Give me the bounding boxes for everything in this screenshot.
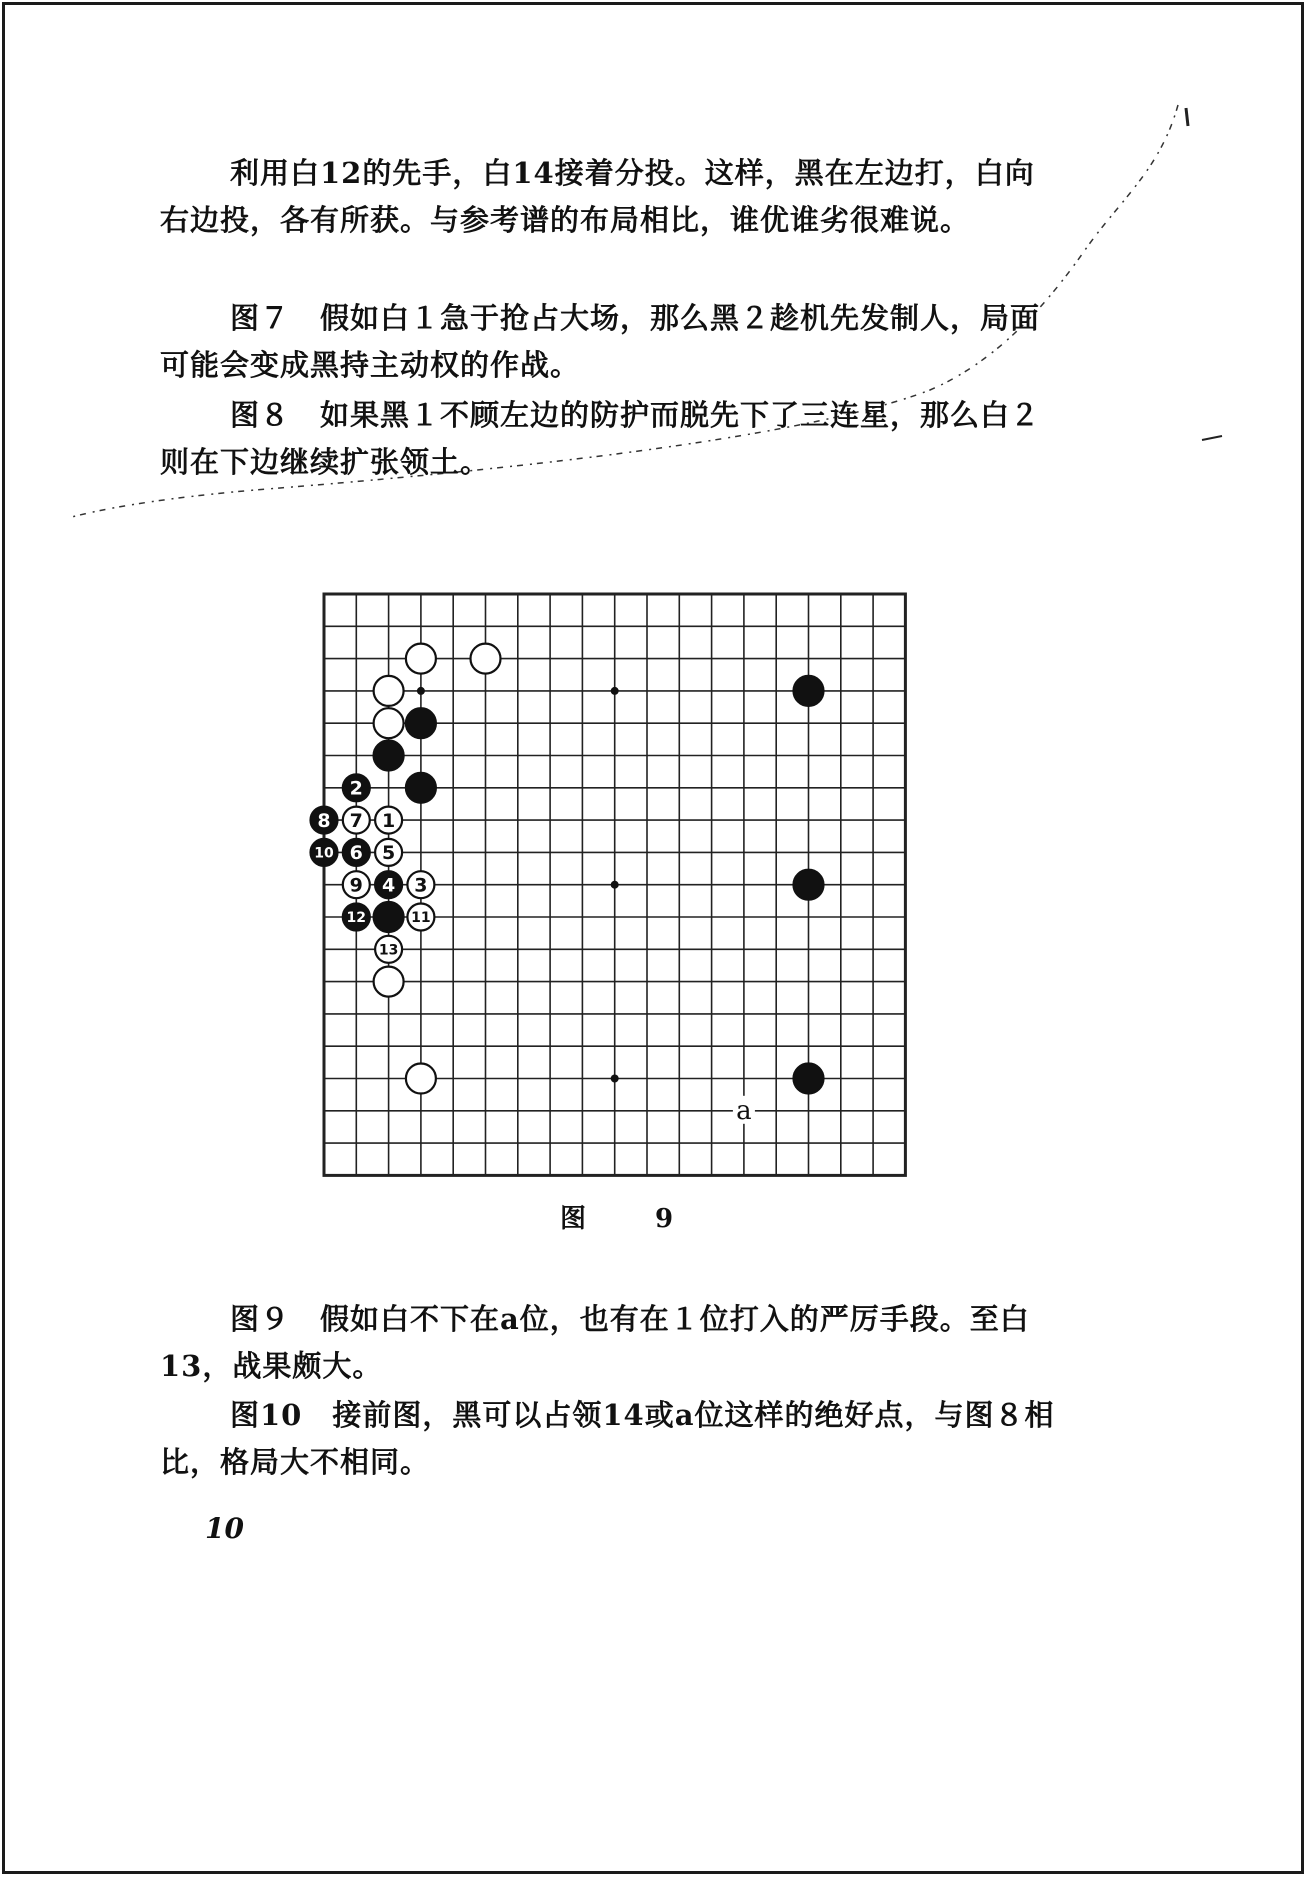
stone-number: 10 (314, 845, 334, 862)
black-stone-12 (343, 904, 370, 931)
stone-circle (374, 902, 404, 932)
paragraph-fig8: 图８ 如果黑１不顾左边的防护而脱先下了三连星，那么白２则在下边继续扩张领土。 (160, 398, 1041, 479)
black-stone (406, 708, 436, 738)
page-number: 10 (205, 1512, 244, 1545)
paragraph-fig10: 图10 接前图，黑可以占领14或a位这样的绝好点，与图８相比，格局大不相同。 (160, 1398, 1055, 1479)
black-stone-2 (343, 774, 370, 801)
stone-number: 12 (346, 910, 367, 927)
board-marker-a: a (736, 1095, 752, 1126)
stone-number: 3 (414, 874, 428, 897)
white-stone (374, 676, 404, 706)
white-stone (374, 967, 404, 997)
black-stone (374, 741, 404, 771)
paragraph-fig7: 图７ 假如白１急于抢占大场，那么黑２趁机先发制人，局面可能会变成黑持主动权的作战。 (160, 301, 1041, 382)
star-point (611, 687, 619, 695)
stone-number: 9 (349, 874, 363, 897)
stone-number: 2 (349, 777, 363, 800)
stone-circle (794, 676, 824, 706)
white-stone (374, 708, 404, 738)
white-stone-7 (343, 807, 370, 834)
white-stone-1 (375, 807, 402, 834)
black-stone (794, 1064, 824, 1094)
stone-number: 7 (349, 809, 363, 832)
figure-caption: 图 9 (560, 1204, 704, 1234)
stone-number: 6 (349, 842, 363, 865)
stone-number: 11 (411, 910, 431, 927)
black-stone (374, 902, 404, 932)
black-stone-6 (343, 839, 370, 866)
black-stone (794, 676, 824, 706)
white-stone (406, 644, 436, 674)
stone-circle (374, 708, 404, 738)
stone-circle (406, 1064, 436, 1094)
white-stone-3 (407, 871, 434, 898)
board-markers (733, 1096, 755, 1126)
black-stone-4 (375, 871, 402, 898)
stone-circle (794, 1064, 824, 1094)
black-stone-10 (311, 839, 338, 866)
black-stone (406, 773, 436, 803)
paragraph-fig9: 图９ 假如白不下在a位，也有在１位打入的严厉手段。至白13，战果颇大。 (160, 1302, 1030, 1383)
stone-number: 13 (378, 942, 399, 959)
stone-circle (406, 708, 436, 738)
board-stones (311, 644, 824, 1094)
white-stone (471, 644, 501, 674)
stone-circle (406, 773, 436, 803)
stone-number: 4 (381, 874, 396, 897)
black-stone-8 (311, 807, 338, 834)
star-point (611, 1075, 619, 1083)
white-stone-13 (375, 936, 402, 963)
star-point (611, 881, 619, 889)
stone-circle (794, 870, 824, 900)
stone-circle (374, 741, 404, 771)
stone-number: 1 (381, 809, 396, 832)
white-stone (406, 1064, 436, 1094)
stone-number: 8 (317, 809, 331, 832)
stone-circle (471, 644, 501, 674)
white-stone-11 (407, 904, 434, 931)
white-stone-5 (375, 839, 402, 866)
paragraph-1: 利用白12的先手，白14接着分投。这样，黑在左边打，白向右边投，各有所获。与参考谱的布局相比，谁优谁劣很难说。 (160, 156, 1035, 237)
star-point (417, 687, 425, 695)
white-stone-9 (343, 871, 370, 898)
stone-circle (406, 644, 436, 674)
stone-number: 5 (381, 842, 396, 865)
stone-circle (374, 676, 404, 706)
black-stone (794, 870, 824, 900)
stone-circle (374, 967, 404, 997)
